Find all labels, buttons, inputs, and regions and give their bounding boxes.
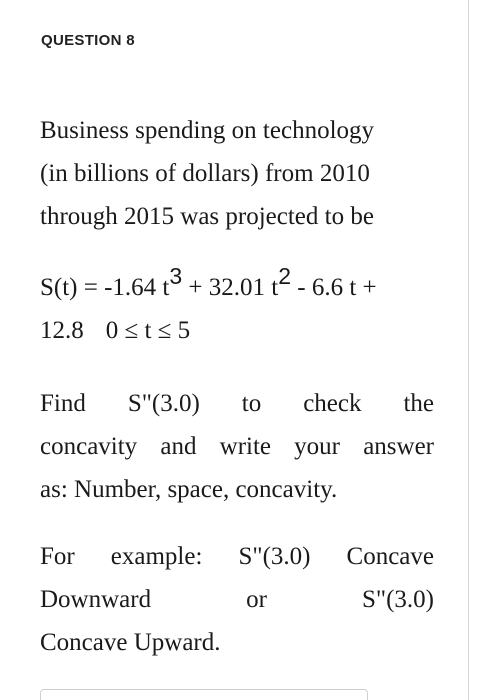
problem-intro (40, 109, 434, 238)
formula-term-1: S(t) = -1.64 t (40, 274, 170, 301)
example-line: For example: S"(3.0) Concave (40, 543, 434, 570)
formula-line-2 (40, 309, 434, 352)
formula-line-1 (40, 262, 434, 309)
formula-term-2: + 32.01 t (182, 274, 279, 301)
formula-exponent-3: 3 (169, 262, 183, 289)
example-line: Concave Upward. (40, 629, 221, 656)
formula-exponent-2: 2 (278, 262, 292, 289)
instructions (40, 382, 434, 511)
instruction-line: Find S"(3.0) to check the (40, 390, 434, 417)
example-line: Downward or S"(3.0) (40, 586, 434, 613)
question-title: QUESTION 8 (41, 32, 135, 49)
intro-line: (in billions of dollars) from 2010 (40, 160, 370, 187)
instruction-line: as: Number, space, concavity. (40, 476, 338, 503)
panel-border (468, 0, 469, 700)
formula (40, 262, 434, 352)
instruction-line: concavity and write your answer (40, 433, 434, 460)
intro-line: through 2015 was projected to be (40, 203, 374, 230)
intro-line: Business spending on technology (40, 117, 375, 144)
answer-input[interactable] (40, 689, 368, 700)
formula-domain: 0 ≤ t ≤ 5 (105, 317, 191, 344)
formula-constant: 12.8 (40, 317, 84, 344)
formula-term-3: - 6.6 t + (291, 274, 377, 301)
answer-example (40, 535, 434, 664)
